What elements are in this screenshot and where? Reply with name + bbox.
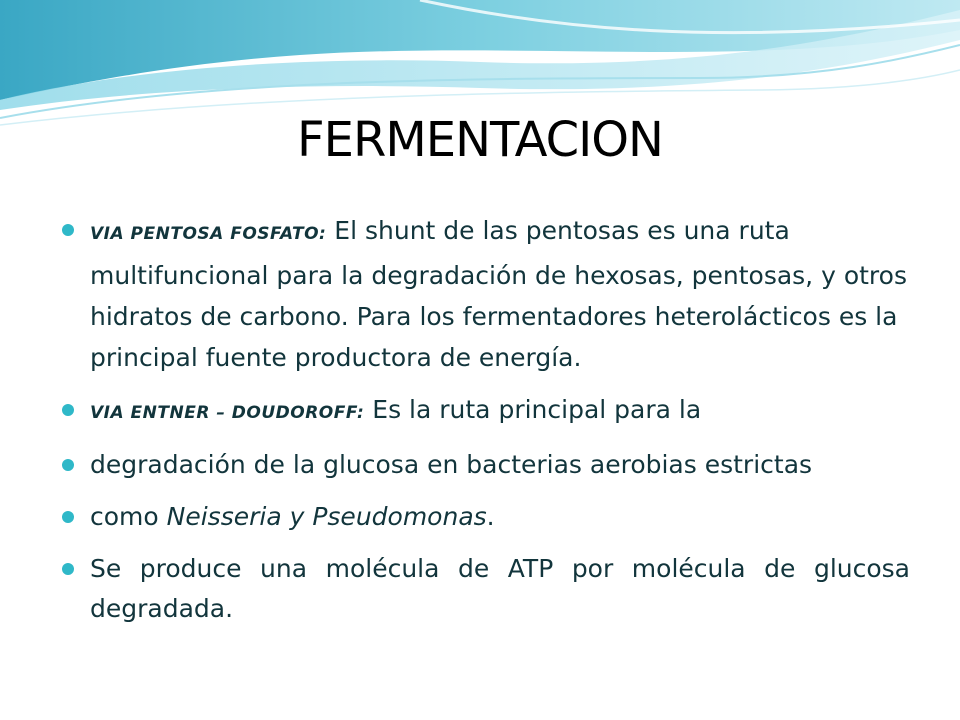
bullet-italic-text: Neisseria y Pseudomonas [166, 502, 487, 531]
slide-title: FERMENTACION [297, 112, 663, 168]
bullet-marker [62, 224, 74, 236]
slide-body [62, 210, 910, 641]
bullet-keyword: VIA ENTNER – DOUDOROFF: [90, 403, 365, 423]
bullet-marker [62, 404, 74, 416]
bullet-degradacion-glucosa [62, 445, 910, 485]
bullet-trail: . [486, 502, 495, 531]
bullet-neisseria [62, 497, 910, 537]
bullet-text: degradación de la glucosa en bacterias aerobias estrictas [90, 450, 813, 479]
bullet-marker [62, 459, 74, 471]
decorative-wave-header [0, 0, 960, 130]
bullet-pentosa-fosfato [62, 210, 910, 378]
bullet-text: Se produce una molécula de ATP por molécula de glucosa degradada. [90, 554, 910, 623]
bullet-atp [62, 549, 910, 629]
bullet-keyword: VIA PENTOSA FOSFATO: [90, 224, 327, 244]
bullet-marker [62, 563, 74, 575]
bullet-entner-doudoroff [62, 390, 910, 433]
bullet-marker [62, 511, 74, 523]
bullet-text: El shunt de las pentosas es una ruta multifuncional para la degradación de hexosas, pentosas, y otros hidratos de carbono. Para los fermentadores heterolácticos es la principal fuente productora de energía. [90, 216, 907, 372]
bullet-text: como [90, 502, 167, 531]
bullet-text: Es la ruta principal para la [364, 395, 702, 424]
